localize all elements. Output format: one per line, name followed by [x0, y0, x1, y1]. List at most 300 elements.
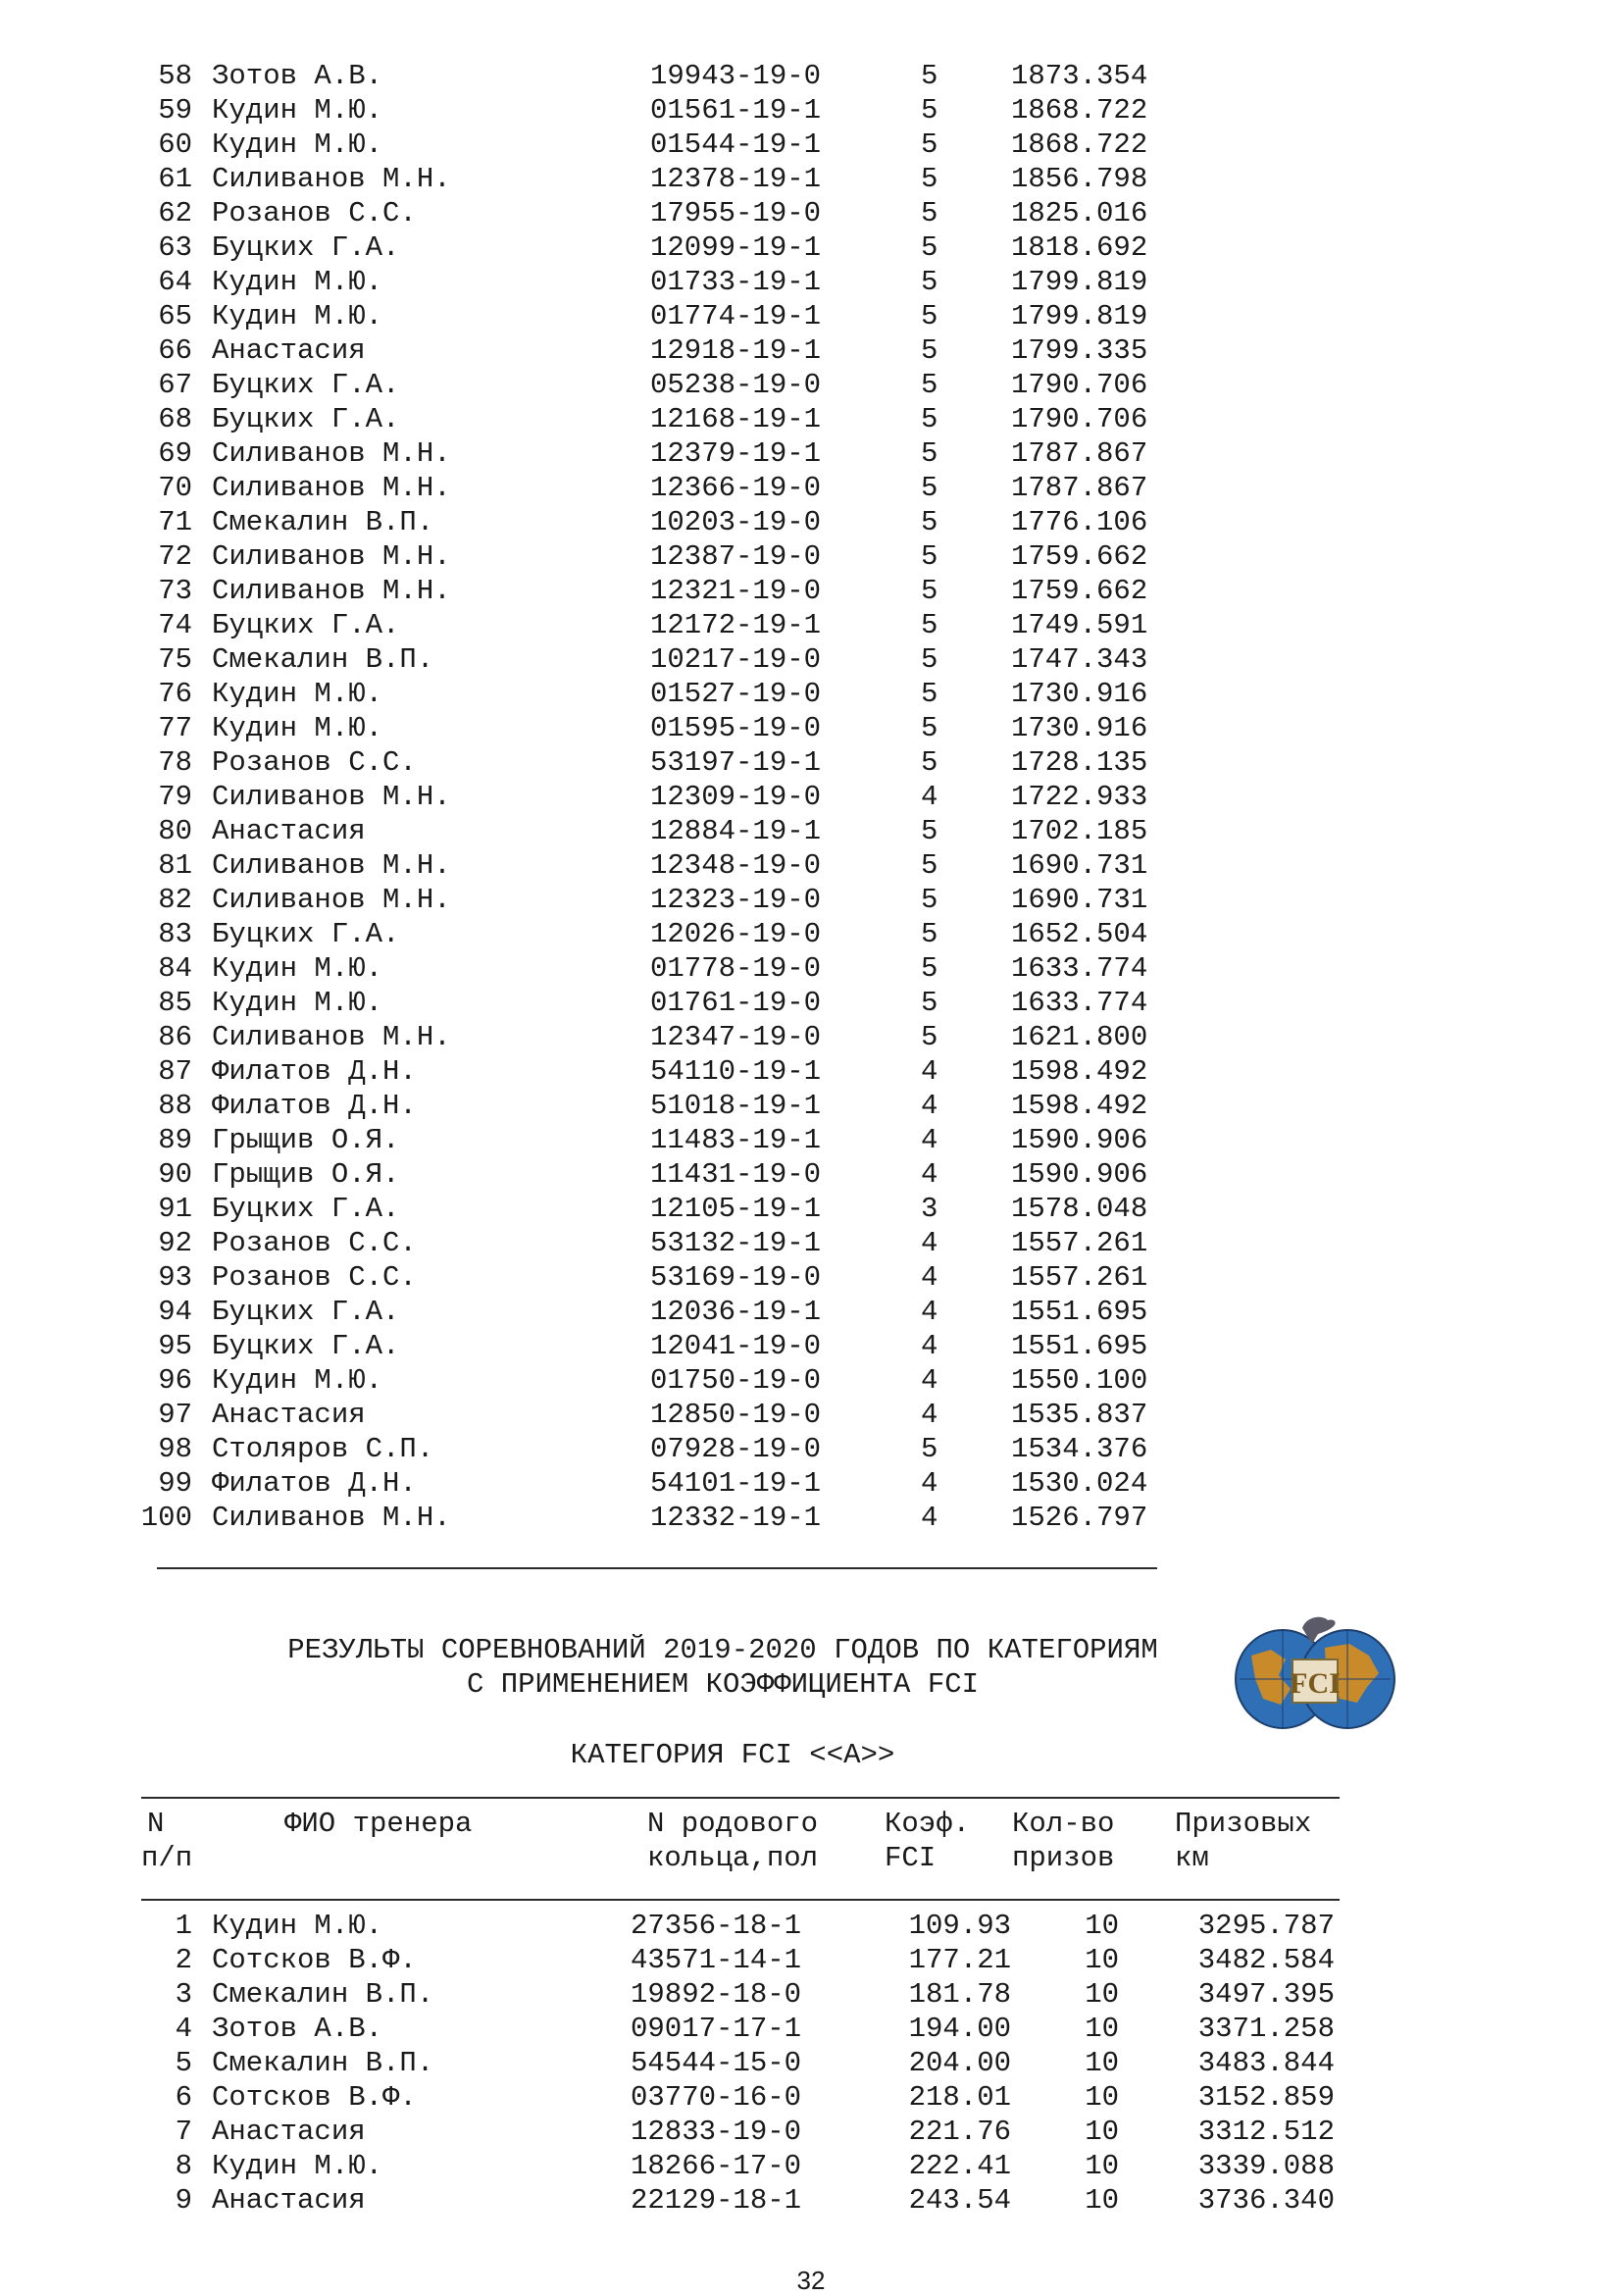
header-coef-line2: FCI [885, 1842, 937, 1874]
prize-km-cell: 1799.819 [1011, 266, 1148, 298]
ring-number-cell: 01595-19-0 [650, 712, 822, 744]
rank-cell: 2 [175, 1944, 192, 1976]
section-title-line1: РЕЗУЛЬТЫ СОРЕВНОВАНИЙ 2019-2020 ГОДОВ ПО КАТЕГОРИЯМ [287, 1634, 1158, 1666]
prizes-cell: 5 [921, 987, 938, 1019]
rank-cell: 96 [158, 1364, 192, 1397]
prizes-cell: 5 [921, 472, 938, 504]
prize-km-cell: 1590.906 [1011, 1158, 1148, 1191]
trainer-name-cell: Кудин М.Ю. [212, 987, 383, 1019]
prize-km-cell: 1598.492 [1011, 1055, 1148, 1088]
prize-count-cell: 10 [1085, 2184, 1119, 2217]
rank-cell: 98 [158, 1433, 192, 1465]
ring-number-cell: 12918-19-1 [650, 334, 822, 367]
ring-number-cell: 12323-19-0 [650, 884, 822, 916]
ring-number-cell: 05238-19-0 [650, 369, 822, 401]
trainer-name-cell: Смекалин В.П. [212, 506, 434, 538]
trainer-name-cell: Анастасия [212, 1399, 366, 1431]
category-title: КАТЕГОРИЯ FCI <<A>> [570, 1739, 895, 1771]
header-name: ФИО тренера [284, 1808, 473, 1840]
table-row [0, 196, 1622, 230]
trainer-name-cell: Розанов С.С. [212, 197, 417, 230]
ring-number-cell: 43571-14-1 [631, 1944, 802, 1976]
table-row [0, 471, 1622, 505]
prizes-cell: 5 [921, 609, 938, 641]
trainer-name-cell: Кудин М.Ю. [212, 128, 383, 161]
trainer-name-cell: Анастасия [212, 334, 366, 367]
prize-km-cell: 1776.106 [1011, 506, 1148, 538]
trainer-name-cell: Филатов Д.Н. [212, 1055, 417, 1088]
prizes-cell: 5 [921, 300, 938, 332]
prize-km-cell: 3371.258 [1197, 2013, 1335, 2045]
rank-cell: 76 [158, 678, 192, 710]
table-row [0, 2080, 1622, 2115]
prize-km-cell: 3295.787 [1197, 1910, 1335, 1942]
prizes-cell: 3 [921, 1193, 938, 1225]
table-row [0, 539, 1622, 574]
page-number: 32 [796, 2266, 826, 2295]
prize-km-cell: 3152.859 [1197, 2081, 1335, 2114]
prize-km-cell: 1578.048 [1011, 1193, 1148, 1225]
rank-cell: 81 [158, 849, 192, 882]
rank-cell: 93 [158, 1261, 192, 1294]
ring-number-cell: 12321-19-0 [650, 575, 822, 607]
trainer-name-cell: Розанов С.С. [212, 1227, 417, 1259]
rank-cell: 3 [175, 1978, 192, 2011]
trainer-name-cell: Силиванов М.Н. [212, 540, 451, 573]
prizes-cell: 4 [921, 1330, 938, 1362]
table-row [0, 608, 1622, 642]
header-km-line1: Призовых [1175, 1808, 1312, 1840]
table-row [0, 128, 1622, 162]
prizes-cell: 5 [921, 643, 938, 676]
table-row [0, 1089, 1622, 1123]
rank-cell: 59 [158, 94, 192, 127]
prize-km-cell: 1526.797 [1011, 1502, 1148, 1534]
ring-number-cell: 17955-19-0 [650, 197, 822, 230]
section-title-line2: С ПРИМЕНЕНИЕМ КОЭФФИЦИЕНТА FCI [466, 1668, 980, 1701]
prizes-cell: 5 [921, 1433, 938, 1465]
rank-cell: 61 [158, 163, 192, 195]
fci-coefficient-cell: 222.41 [908, 2150, 1011, 2182]
rank-cell: 79 [158, 781, 192, 813]
table-row [0, 951, 1622, 986]
rank-cell: 85 [158, 987, 192, 1019]
trainer-name-cell: Грыщив О.Я. [212, 1158, 400, 1191]
table-row [0, 1363, 1622, 1398]
prizes-cell: 5 [921, 575, 938, 607]
table-row [0, 986, 1622, 1020]
rank-cell: 89 [158, 1124, 192, 1156]
rank-cell: 69 [158, 437, 192, 470]
ring-number-cell: 12387-19-0 [650, 540, 822, 573]
rank-cell: 90 [158, 1158, 192, 1191]
prizes-cell: 5 [921, 712, 938, 744]
rank-cell: 62 [158, 197, 192, 230]
rank-cell: 6 [175, 2081, 192, 2114]
prizes-cell: 4 [921, 1399, 938, 1431]
table-row [0, 402, 1622, 436]
trainer-name-cell: Силиванов М.Н. [212, 884, 451, 916]
rank-cell: 60 [158, 128, 192, 161]
trainer-name-cell: Буцких Г.А. [212, 918, 400, 950]
prize-km-cell: 1759.662 [1011, 540, 1148, 573]
top-table-bottom-rule [157, 1567, 1157, 1569]
rank-cell: 100 [140, 1502, 192, 1534]
table-row [0, 333, 1622, 368]
trainer-name-cell: Силиванов М.Н. [212, 575, 451, 607]
prize-km-cell: 1799.819 [1011, 300, 1148, 332]
ring-number-cell: 18266-17-0 [631, 2150, 802, 2182]
prize-km-cell: 1690.731 [1011, 849, 1148, 882]
prize-km-cell: 1534.376 [1011, 1433, 1148, 1465]
rank-cell: 86 [158, 1021, 192, 1053]
prizes-cell: 4 [921, 1124, 938, 1156]
ring-number-cell: 11483-19-1 [650, 1124, 822, 1156]
prize-km-cell: 3482.584 [1197, 1944, 1335, 1976]
ring-number-cell: 53132-19-1 [650, 1227, 822, 1259]
prize-km-cell: 1598.492 [1011, 1090, 1148, 1122]
trainer-name-cell: Грыщив О.Я. [212, 1124, 400, 1156]
fci-coefficient-cell: 109.93 [908, 1910, 1011, 1942]
rank-cell: 63 [158, 231, 192, 264]
prize-count-cell: 10 [1085, 2081, 1119, 2114]
rank-cell: 74 [158, 609, 192, 641]
trainer-name-cell: Сотсков В.Ф. [212, 2081, 417, 2114]
prizes-cell: 4 [921, 1261, 938, 1294]
prize-km-cell: 1652.504 [1011, 918, 1148, 950]
prizes-cell: 5 [921, 334, 938, 367]
prizes-cell: 4 [921, 1296, 938, 1328]
ring-number-cell: 12168-19-1 [650, 403, 822, 435]
prize-km-cell: 1590.906 [1011, 1124, 1148, 1156]
ring-number-cell: 01561-19-1 [650, 94, 822, 127]
prize-km-cell: 1799.335 [1011, 334, 1148, 367]
table-row [0, 780, 1622, 814]
table-row [0, 265, 1622, 299]
prize-km-cell: 1825.016 [1011, 197, 1148, 230]
rank-cell: 64 [158, 266, 192, 298]
ring-number-cell: 12379-19-1 [650, 437, 822, 470]
rank-cell: 73 [158, 575, 192, 607]
trainer-name-cell: Филатов Д.Н. [212, 1090, 417, 1122]
table-row [0, 368, 1622, 402]
rank-cell: 80 [158, 815, 192, 847]
prize-km-cell: 1787.867 [1011, 472, 1148, 504]
trainer-name-cell: Смекалин В.П. [212, 643, 434, 676]
header-n: N [147, 1808, 165, 1840]
trainer-name-cell: Силиванов М.Н. [212, 472, 451, 504]
prizes-cell: 4 [921, 1227, 938, 1259]
trainer-name-cell: Буцких Г.А. [212, 1330, 400, 1362]
prize-km-cell: 1730.916 [1011, 678, 1148, 710]
rank-cell: 66 [158, 334, 192, 367]
prize-km-cell: 1818.692 [1011, 231, 1148, 264]
fci-coefficient-cell: 204.00 [908, 2047, 1011, 2079]
table-row [0, 883, 1622, 917]
table-row [0, 1295, 1622, 1329]
fci-coefficient-cell: 194.00 [908, 2013, 1011, 2045]
table-row [0, 1501, 1622, 1535]
rank-cell: 83 [158, 918, 192, 950]
prize-km-cell: 1535.837 [1011, 1399, 1148, 1431]
rank-cell: 77 [158, 712, 192, 744]
trainer-name-cell: Силиванов М.Н. [212, 849, 451, 882]
ring-number-cell: 12099-19-1 [650, 231, 822, 264]
prize-km-cell: 1551.695 [1011, 1330, 1148, 1362]
prize-km-cell: 1557.261 [1011, 1227, 1148, 1259]
prize-km-cell: 3483.844 [1197, 2047, 1335, 2079]
table-row [0, 574, 1622, 608]
prize-km-cell: 1790.706 [1011, 369, 1148, 401]
ring-number-cell: 07928-19-0 [650, 1433, 822, 1465]
rank-cell: 94 [158, 1296, 192, 1328]
table-row [0, 1226, 1622, 1260]
trainer-name-cell: Силиванов М.Н. [212, 437, 451, 470]
rank-cell: 7 [175, 2116, 192, 2148]
prize-count-cell: 10 [1085, 1910, 1119, 1942]
ring-number-cell: 12378-19-1 [650, 163, 822, 195]
prize-count-cell: 10 [1085, 2150, 1119, 2182]
bottom-table-top-rule [141, 1797, 1340, 1799]
trainer-name-cell: Кудин М.Ю. [212, 712, 383, 744]
prize-km-cell: 1747.343 [1011, 643, 1148, 676]
table-row [0, 677, 1622, 711]
fci-coefficient-cell: 177.21 [908, 1944, 1011, 1976]
table-row [0, 745, 1622, 780]
table-row [0, 505, 1622, 539]
trainer-name-cell: Сотсков В.Ф. [212, 1944, 417, 1976]
prizes-cell: 4 [921, 1502, 938, 1534]
table-row [0, 1260, 1622, 1295]
prize-km-cell: 3736.340 [1197, 2184, 1335, 2217]
table-row [0, 2012, 1622, 2046]
header-count-line2: призов [1012, 1842, 1115, 1874]
prize-km-cell: 1633.774 [1011, 987, 1148, 1019]
prize-km-cell: 1868.722 [1011, 94, 1148, 127]
rank-cell: 71 [158, 506, 192, 538]
header-count-line1: Кол-во [1012, 1808, 1115, 1840]
table-row [0, 2115, 1622, 2149]
rank-cell: 84 [158, 952, 192, 985]
trainer-name-cell: Кудин М.Ю. [212, 1364, 383, 1397]
header-km-line2: км [1175, 1842, 1209, 1874]
trainer-name-cell: Смекалин В.П. [212, 2047, 434, 2079]
rank-cell: 75 [158, 643, 192, 676]
table-row [0, 1020, 1622, 1054]
fci-coefficient-cell: 218.01 [908, 2081, 1011, 2114]
ring-number-cell: 19892-18-0 [631, 1978, 802, 2011]
trainer-name-cell: Зотов А.В. [212, 2013, 383, 2045]
header-n-line2: п/п [141, 1842, 193, 1874]
ring-number-cell: 12884-19-1 [650, 815, 822, 847]
ring-number-cell: 12309-19-0 [650, 781, 822, 813]
prizes-cell: 5 [921, 678, 938, 710]
ring-number-cell: 12036-19-1 [650, 1296, 822, 1328]
prizes-cell: 5 [921, 540, 938, 573]
trainer-name-cell: Зотов А.В. [212, 60, 383, 92]
rank-cell: 99 [158, 1467, 192, 1500]
ring-number-cell: 54110-19-1 [650, 1055, 822, 1088]
table-row [0, 814, 1622, 848]
table-row [0, 1398, 1622, 1432]
ring-number-cell: 09017-17-1 [631, 2013, 802, 2045]
ring-number-cell: 54544-15-0 [631, 2047, 802, 2079]
trainer-name-cell: Розанов С.С. [212, 746, 417, 779]
prize-km-cell: 1868.722 [1011, 128, 1148, 161]
rank-cell: 8 [175, 2150, 192, 2182]
trainer-name-cell: Анастасия [212, 815, 366, 847]
prize-km-cell: 1722.933 [1011, 781, 1148, 813]
prize-count-cell: 10 [1085, 2047, 1119, 2079]
header-coef-line1: Коэф. [885, 1808, 971, 1840]
table-row [0, 711, 1622, 745]
prize-count-cell: 10 [1085, 1944, 1119, 1976]
table-row [0, 230, 1622, 265]
prizes-cell: 5 [921, 403, 938, 435]
prize-km-cell: 3497.395 [1197, 1978, 1335, 2011]
trainer-name-cell: Столяров С.П. [212, 1433, 434, 1465]
prize-km-cell: 1690.731 [1011, 884, 1148, 916]
ring-number-cell: 27356-18-1 [631, 1910, 802, 1942]
trainer-name-cell: Силиванов М.Н. [212, 163, 451, 195]
trainer-name-cell: Кудин М.Ю. [212, 678, 383, 710]
table-row [0, 642, 1622, 677]
prizes-cell: 5 [921, 94, 938, 127]
table-row [0, 1943, 1622, 1977]
prize-km-cell: 1749.591 [1011, 609, 1148, 641]
trainer-name-cell: Кудин М.Ю. [212, 952, 383, 985]
prizes-cell: 4 [921, 1055, 938, 1088]
ring-number-cell: 01733-19-1 [650, 266, 822, 298]
fci-logo-text: FCI [1290, 1667, 1341, 1700]
ring-number-cell: 53169-19-0 [650, 1261, 822, 1294]
ring-number-cell: 01774-19-1 [650, 300, 822, 332]
prizes-cell: 5 [921, 231, 938, 264]
ring-number-cell: 03770-16-0 [631, 2081, 802, 2114]
prizes-cell: 4 [921, 781, 938, 813]
prize-km-cell: 1551.695 [1011, 1296, 1148, 1328]
ring-number-cell: 12366-19-0 [650, 472, 822, 504]
trainer-name-cell: Силиванов М.Н. [212, 1021, 451, 1053]
ring-number-cell: 12348-19-0 [650, 849, 822, 882]
ring-number-cell: 12172-19-1 [650, 609, 822, 641]
rank-cell: 4 [175, 2013, 192, 2045]
ring-number-cell: 01527-19-0 [650, 678, 822, 710]
prize-km-cell: 1633.774 [1011, 952, 1148, 985]
rank-cell: 91 [158, 1193, 192, 1225]
prize-km-cell: 1728.135 [1011, 746, 1148, 779]
prize-km-cell: 1856.798 [1011, 163, 1148, 195]
prizes-cell: 5 [921, 266, 938, 298]
header-ring-line1: N родового [647, 1808, 819, 1840]
rank-cell: 68 [158, 403, 192, 435]
prizes-cell: 5 [921, 952, 938, 985]
trainer-name-cell: Розанов С.С. [212, 1261, 417, 1294]
table-row [0, 1054, 1622, 1089]
bottom-table-header-rule [141, 1899, 1340, 1901]
trainer-name-cell: Кудин М.Ю. [212, 94, 383, 127]
rank-cell: 78 [158, 746, 192, 779]
prizes-cell: 4 [921, 1158, 938, 1191]
ring-number-cell: 12833-19-0 [631, 2116, 802, 2148]
fci-coefficient-cell: 243.54 [908, 2184, 1011, 2217]
prize-km-cell: 3312.512 [1197, 2116, 1335, 2148]
ring-number-cell: 12347-19-0 [650, 1021, 822, 1053]
ring-number-cell: 12332-19-1 [650, 1502, 822, 1534]
table-row [0, 59, 1622, 93]
prize-count-cell: 10 [1085, 1978, 1119, 2011]
prize-km-cell: 1873.354 [1011, 60, 1148, 92]
ring-number-cell: 51018-19-1 [650, 1090, 822, 1122]
ring-number-cell: 12105-19-1 [650, 1193, 822, 1225]
table-row [0, 917, 1622, 951]
prizes-cell: 5 [921, 128, 938, 161]
trainer-name-cell: Анастасия [212, 2116, 366, 2148]
prize-km-cell: 1557.261 [1011, 1261, 1148, 1294]
prizes-cell: 5 [921, 1021, 938, 1053]
trainer-name-cell: Буцких Г.А. [212, 231, 400, 264]
rank-cell: 92 [158, 1227, 192, 1259]
prizes-cell: 5 [921, 884, 938, 916]
rank-cell: 70 [158, 472, 192, 504]
ring-number-cell: 12026-19-0 [650, 918, 822, 950]
table-row [0, 848, 1622, 883]
trainer-name-cell: Буцких Г.А. [212, 1296, 400, 1328]
table-row [0, 436, 1622, 471]
fci-globe-logo [1232, 1608, 1398, 1734]
ring-number-cell: 10217-19-0 [650, 643, 822, 676]
header-ring-line2: кольца,пол [647, 1842, 819, 1874]
rank-cell: 67 [158, 369, 192, 401]
ring-number-cell: 10203-19-0 [650, 506, 822, 538]
table-row [0, 2046, 1622, 2080]
prize-km-cell: 1790.706 [1011, 403, 1148, 435]
rank-cell: 58 [158, 60, 192, 92]
prizes-cell: 4 [921, 1090, 938, 1122]
prizes-cell: 5 [921, 849, 938, 882]
ring-number-cell: 01778-19-0 [650, 952, 822, 985]
trainer-name-cell: Буцких Г.А. [212, 1193, 400, 1225]
rank-cell: 88 [158, 1090, 192, 1122]
rank-cell: 9 [175, 2184, 192, 2217]
prizes-cell: 5 [921, 197, 938, 230]
rank-cell: 1 [175, 1910, 192, 1942]
table-row [0, 1123, 1622, 1157]
ring-number-cell: 12850-19-0 [650, 1399, 822, 1431]
prize-km-cell: 3339.088 [1197, 2150, 1335, 2182]
trainer-name-cell: Буцких Г.А. [212, 403, 400, 435]
rank-cell: 87 [158, 1055, 192, 1088]
prizes-cell: 5 [921, 163, 938, 195]
prize-count-cell: 10 [1085, 2013, 1119, 2045]
prizes-cell: 5 [921, 506, 938, 538]
table-row [0, 1157, 1622, 1192]
ring-number-cell: 53197-19-1 [650, 746, 822, 779]
trainer-name-cell: Буцких Г.А. [212, 609, 400, 641]
prize-km-cell: 1759.662 [1011, 575, 1148, 607]
prize-km-cell: 1550.100 [1011, 1364, 1148, 1397]
prize-km-cell: 1730.916 [1011, 712, 1148, 744]
prize-km-cell: 1530.024 [1011, 1467, 1148, 1500]
trainer-name-cell: Кудин М.Ю. [212, 300, 383, 332]
trainer-name-cell: Силиванов М.Н. [212, 1502, 451, 1534]
trainer-name-cell: Филатов Д.Н. [212, 1467, 417, 1500]
ring-number-cell: 54101-19-1 [650, 1467, 822, 1500]
table-row [0, 1977, 1622, 2012]
fci-coefficient-cell: 181.78 [908, 1978, 1011, 2011]
table-row [0, 1909, 1622, 1943]
rank-cell: 95 [158, 1330, 192, 1362]
